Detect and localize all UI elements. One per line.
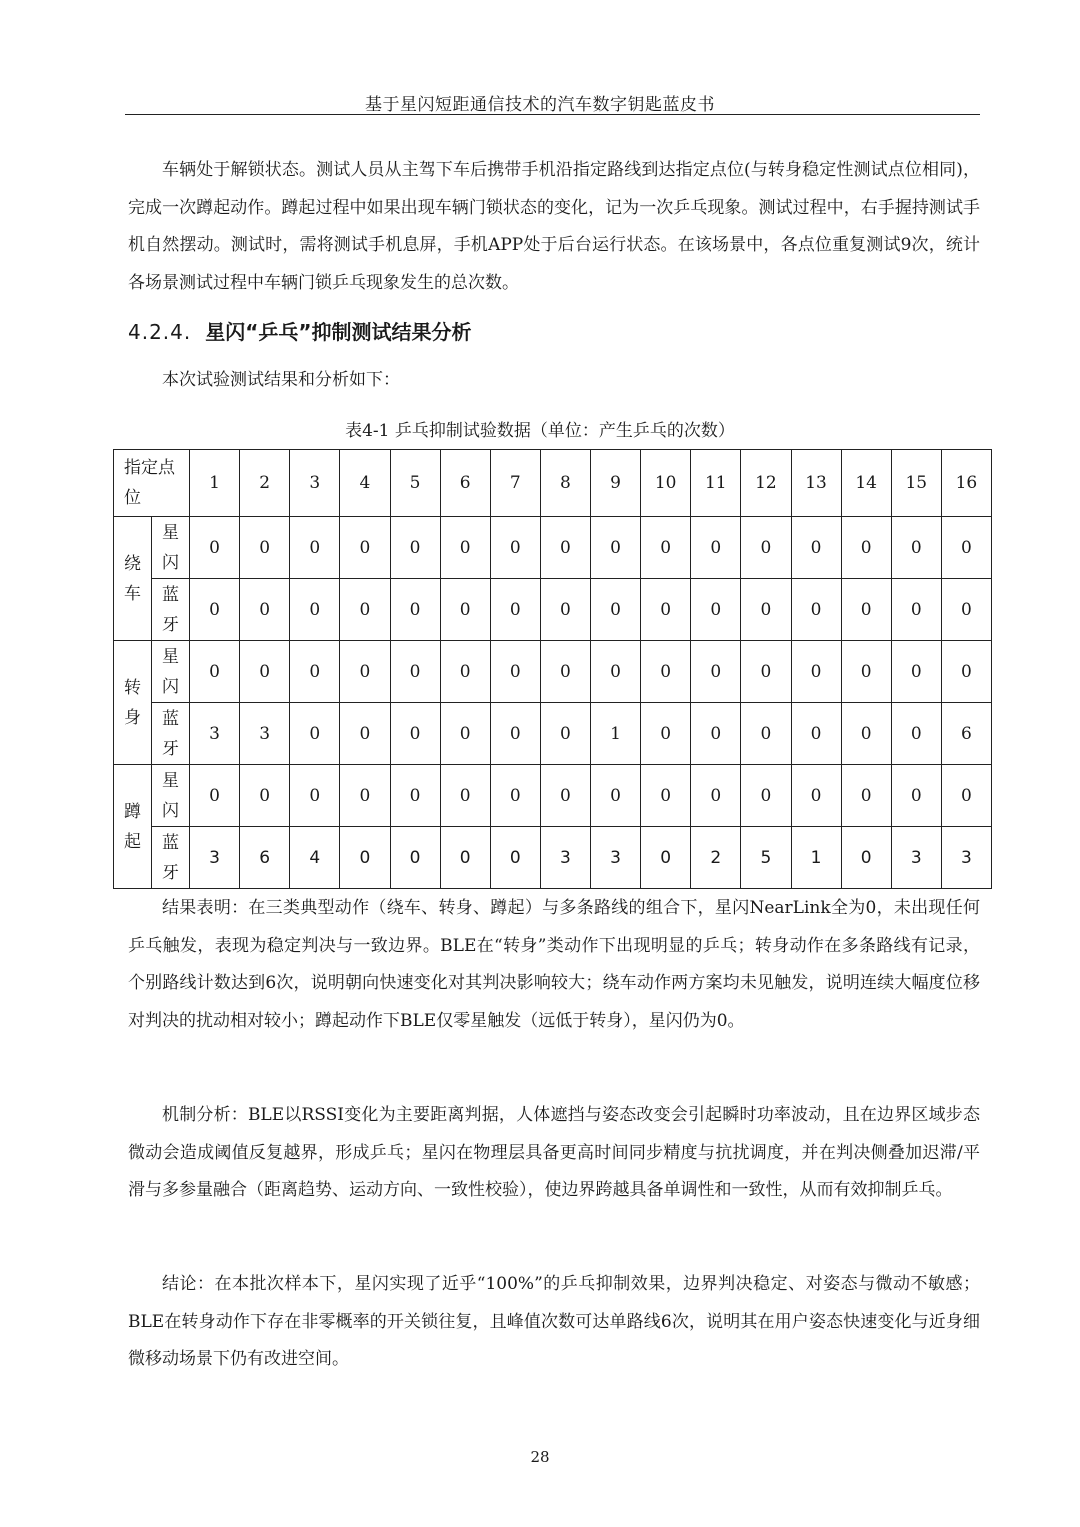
count-cell: 0 [440,517,490,579]
count-cell: 0 [390,579,440,641]
count-cell: 0 [841,703,891,765]
point-header-cell: 14 [841,450,891,517]
count-cell: 0 [891,765,941,827]
count-cell: 0 [941,765,991,827]
count-cell: 0 [641,765,691,827]
point-header-cell: 11 [691,450,741,517]
technology-cell: 星闪 [152,517,190,579]
point-header-cell: 2 [240,450,290,517]
count-cell: 0 [791,641,841,703]
count-cell: 0 [841,517,891,579]
point-header-cell: 6 [440,450,490,517]
table-row [114,517,992,579]
count-cell: 0 [290,517,340,579]
count-cell: 0 [791,579,841,641]
count-cell: 0 [490,517,540,579]
count-cell: 0 [490,765,540,827]
count-cell: 0 [540,641,590,703]
count-cell: 0 [941,641,991,703]
point-header-cell: 16 [941,450,991,517]
count-cell: 0 [440,703,490,765]
count-cell: 0 [190,517,240,579]
count-cell: 0 [841,641,891,703]
count-cell: 0 [340,641,390,703]
count-cell: 0 [290,703,340,765]
count-cell: 3 [190,827,240,889]
count-cell: 0 [390,703,440,765]
corner-header-cell: 指定点位 [114,450,190,517]
count-cell: 0 [540,579,590,641]
table-header-row [114,450,992,517]
count-cell: 3 [891,827,941,889]
point-header-cell: 10 [641,450,691,517]
count-cell: 0 [390,641,440,703]
count-cell: 0 [490,641,540,703]
technology-cell: 蓝牙 [152,579,190,641]
point-header-cell: 9 [591,450,641,517]
table-row [114,827,992,889]
count-cell: 3 [540,827,590,889]
count-cell: 0 [290,579,340,641]
count-cell: 0 [190,765,240,827]
count-cell: 0 [641,517,691,579]
count-cell: 0 [791,765,841,827]
count-cell: 0 [591,641,641,703]
count-cell: 0 [340,579,390,641]
count-cell: 0 [591,765,641,827]
count-cell: 0 [641,703,691,765]
count-cell: 0 [941,517,991,579]
technology-cell: 蓝牙 [152,827,190,889]
count-cell: 0 [691,517,741,579]
section-number: 4.2.4. [128,320,192,344]
count-cell: 5 [741,827,791,889]
count-cell: 0 [741,579,791,641]
count-cell: 3 [941,827,991,889]
count-cell: 0 [440,641,490,703]
count-cell: 0 [641,827,691,889]
count-cell: 0 [741,765,791,827]
count-cell: 0 [941,579,991,641]
table-caption: 表4-1 乒乓抑制试验数据（单位：产生乒乓的次数） [345,421,735,441]
count-cell: 0 [891,641,941,703]
count-cell: 0 [190,641,240,703]
count-cell: 0 [390,517,440,579]
point-header-cell: 7 [490,450,540,517]
table-row [114,703,992,765]
count-cell: 0 [741,517,791,579]
count-cell: 0 [891,517,941,579]
point-header-cell: 3 [290,450,340,517]
technology-cell: 蓝牙 [152,703,190,765]
count-cell: 0 [340,765,390,827]
count-cell: 0 [440,579,490,641]
count-cell: 0 [691,579,741,641]
count-cell: 0 [841,765,891,827]
section-title: 星闪“乒乓”抑制测试结果分析 [205,320,472,344]
count-cell: 0 [540,765,590,827]
count-cell: 0 [791,703,841,765]
action-group-cell: 蹲起 [114,765,152,889]
count-cell: 0 [490,703,540,765]
count-cell: 0 [641,579,691,641]
count-cell: 0 [891,579,941,641]
count-cell: 6 [240,827,290,889]
count-cell: 0 [591,579,641,641]
count-cell: 0 [691,765,741,827]
count-cell: 0 [691,641,741,703]
count-cell: 0 [440,827,490,889]
table-row [114,765,992,827]
action-group-cell: 绕车 [114,517,152,641]
count-cell: 1 [591,703,641,765]
page-number: 28 [530,1448,550,1466]
point-header-cell: 1 [190,450,240,517]
count-cell: 0 [791,517,841,579]
count-cell: 0 [340,703,390,765]
count-cell: 0 [540,703,590,765]
count-cell: 2 [691,827,741,889]
count-cell: 0 [390,765,440,827]
section-heading [128,316,472,345]
count-cell: 6 [941,703,991,765]
paragraph-conclusion: 结论：在本批次样本下，星闪实现了近乎“100%”的乒乓抑制效果，边界判决稳定、对姿态与微动不敏感；BLE在转身动作下存在非零概率的开关锁往复，且峰值次数可达单路线6次，说明其在用户姿态快速变化与近身细微移动场景下仍有改进空间。 [128,1274,980,1369]
intro-sentence: 本次试验测试结果和分析如下： [162,370,400,390]
count-cell: 0 [190,579,240,641]
count-cell: 0 [490,827,540,889]
count-cell: 0 [841,827,891,889]
action-group-cell: 转身 [114,641,152,765]
count-cell: 0 [290,765,340,827]
count-cell: 0 [841,579,891,641]
count-cell: 0 [741,703,791,765]
paragraph-test-procedure: 车辆处于解锁状态。测试人员从主驾下车后携带手机沿指定路线到达指定点位(与转身稳定性测试点位相同)，完成一次蹲起动作。蹲起过程中如果出现车辆门锁状态的变化，记为一次乒乓现象。测试过程中，右手握持测试手机自然摆动。测试时，需将测试手机息屏，手机APP处于后台运行状态。在该场景中，各点位重复测试9次，统计各场景测试过程中车辆门锁乒乓现象发生的总次数。 [128,160,980,293]
running-header-title: 基于星闪短距通信技术的汽车数字钥匙蓝皮书 [365,95,715,115]
table-row [114,579,992,641]
technology-cell: 星闪 [152,765,190,827]
count-cell: 0 [340,517,390,579]
table-row [114,641,992,703]
count-cell: 0 [891,703,941,765]
count-cell: 0 [240,641,290,703]
count-cell: 0 [741,641,791,703]
point-header-cell: 4 [340,450,390,517]
count-cell: 3 [591,827,641,889]
count-cell: 0 [691,703,741,765]
point-header-cell: 13 [791,450,841,517]
point-header-cell: 12 [741,450,791,517]
count-cell: 0 [240,579,290,641]
count-cell: 0 [290,641,340,703]
count-cell: 1 [791,827,841,889]
count-cell: 0 [240,517,290,579]
count-cell: 0 [641,641,691,703]
technology-cell: 星闪 [152,641,190,703]
count-cell: 0 [240,765,290,827]
count-cell: 3 [240,703,290,765]
count-cell: 0 [340,827,390,889]
point-header-cell: 8 [540,450,590,517]
header-divider [125,114,980,115]
count-cell: 0 [591,517,641,579]
count-cell: 0 [440,765,490,827]
count-cell: 4 [290,827,340,889]
count-cell: 0 [490,579,540,641]
count-cell: 0 [540,517,590,579]
paragraph-results: 结果表明：在三类典型动作（绕车、转身、蹲起）与多条路线的组合下，星闪NearLink全为0，未出现任何乒乓触发，表现为稳定判决与一致边界。BLE在“转身”类动作下出现明显的乒乓；转身动作在多条路线有记录，个别路线计数达到6次，说明朝向快速变化对其判决影响较大；绕车动作两方案均未见触发，说明连续大幅度位移对判决的扰动相对较小；蹲起动作下BLE仅零星触发（远低于转身），星闪仍为0。 [128,898,980,1031]
count-cell: 0 [390,827,440,889]
count-cell: 3 [190,703,240,765]
ping-pong-data-table [113,449,992,889]
point-header-cell: 15 [891,450,941,517]
paragraph-mechanism: 机制分析：BLE以RSSI变化为主要距离判据，人体遮挡与姿态改变会引起瞬时功率波动，且在边界区域步态微动会造成阈值反复越界，形成乒乓；星闪在物理层具备更高时间同步精度与抗扰调度，并在判决侧叠加迟滞/平滑与多参量融合（距离趋势、运动方向、一致性校验），使边界跨越具备单调性和一致性，从而有效抑制乒乓。 [128,1105,980,1200]
point-header-cell: 5 [390,450,440,517]
